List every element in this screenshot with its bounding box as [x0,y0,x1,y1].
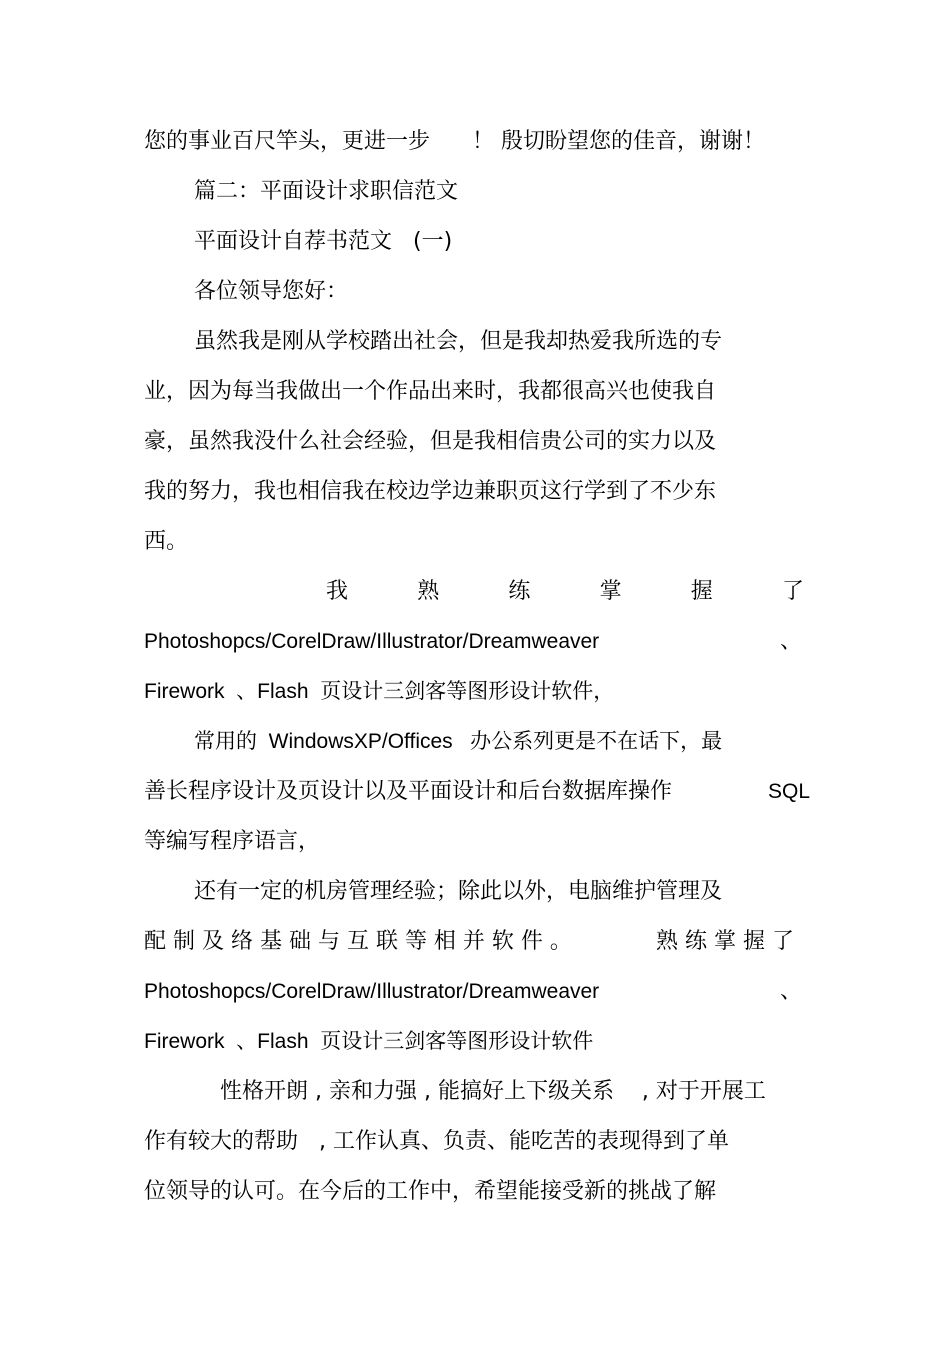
text-line-1: 您的事业百尺竿头，更进一步 ！ 殷切盼望您的佳音，谢谢！ [144,129,765,154]
sql-label: SQL [768,780,811,803]
spread-char: 我 [326,579,349,604]
software-line-2-repeat: Firework 、Flash 页设计三剑客等图形设计软件 [144,1030,594,1053]
spread-char: 了 [781,579,804,604]
paragraph-4-line-1: 性格开朗 , 亲和力强 , 能搞好上下级关系 , 对于开展工 [220,1079,766,1104]
paragraph-1-line-4: 我的努力，我也相信我在校边学边兼职页这行学到了不少东 [144,479,717,504]
paragraph-1-line-5: 西。 [144,529,189,554]
spread-char: 握 [690,579,713,604]
spread-char: 熟 [417,579,440,604]
paragraph-1-line-3: 豪，虽然我没什么社会经验，但是我相信贵公司的实力以及 [144,429,717,454]
paragraph-2-line-1: 常用的 WindowsXP/Offices 办公系列更是不在话下，最 [194,730,723,753]
paragraph-2-line-2: 善长程序设计及页设计以及平面设计和后台数据库操作 [144,779,673,804]
software-list-line: Photoshopcs/CorelDraw/Illustrator/Dreamweaver [144,630,600,653]
paragraph-4-line-3: 位领导的认可。在今后的工作中，希望能接受新的挑战了解 [144,1179,717,1204]
subheading: 平面设计自荐书范文 (一) [194,229,453,254]
salutation: 各位领导您好： [194,279,349,304]
punctuation-mark: 、 [780,629,803,654]
paragraph-4-line-2: 作有较大的帮助 , 工作认真、负责、能吃苦的表现得到了单 [144,1129,729,1154]
paragraph-3-line-1: 还有一定的机房管理经验；除此以外，电脑维护管理及 [194,879,723,904]
software-list-line-repeat: Photoshopcs/CorelDraw/Illustrator/Dreamweaver [144,980,600,1003]
paragraph-3-line-2-end: 熟 练 掌 握 了 [656,929,794,954]
paragraph-2-line-3: 等编写程序语言， [144,829,321,854]
punctuation-mark-repeat: 、 [780,979,803,1004]
paragraph-1-line-2: 业，因为每当我做出一个作品出来时，我都很高兴也使我自 [144,379,717,404]
paragraph-3-line-2: 配 制 及 络 基 础 与 互 联 等 相 并 软 件 。 [144,929,572,954]
spread-text-line [326,578,804,606]
section-heading: 篇二：平面设计求职信范文 [194,179,459,204]
spread-char: 练 [508,579,531,604]
paragraph-1-line-1: 虽然我是刚从学校踏出社会，但是我却热爱我所选的专 [194,329,723,354]
spread-char: 掌 [599,579,622,604]
software-line-2: Firework 、Flash 页设计三剑客等图形设计软件， [144,680,615,703]
